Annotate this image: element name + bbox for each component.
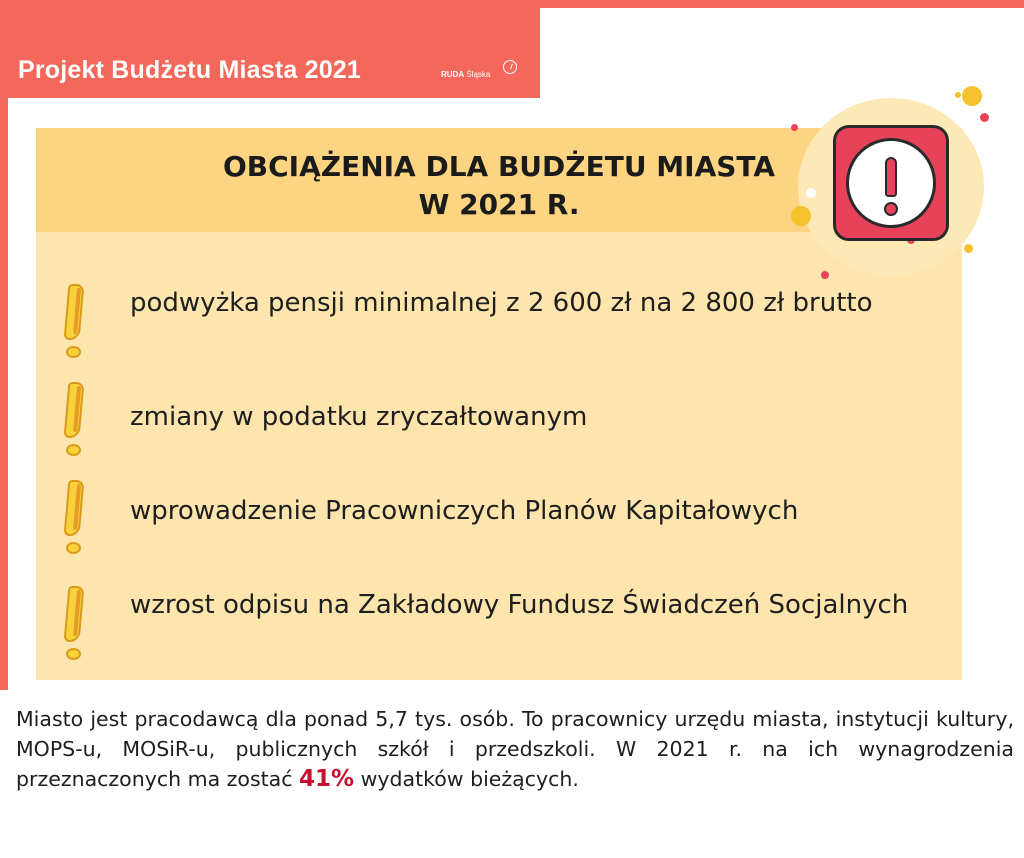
alert-icon-bar — [885, 157, 897, 197]
exclamation-icon — [60, 480, 88, 558]
footer-paragraph — [16, 704, 1014, 794]
exclamation-icon — [60, 586, 88, 664]
header-title: Projekt Budżetu Miasta 2021 — [18, 56, 362, 84]
highlight-percentage: 41% — [299, 766, 355, 792]
header-banner — [0, 0, 540, 98]
list-item-text: podwyżka pensji minimalnej z 2 600 zł na 2 800 zł brutto — [130, 288, 873, 318]
footer-text-after: wydatków bieżących. — [354, 767, 579, 791]
list-item-text: wzrost odpisu na Zakładowy Fundusz Świadczeń Socjalnych — [130, 590, 909, 620]
footer-text-before: Miasto jest pracodawcą dla ponad 5,7 tys. osób. To pracownicy urzędu miasta, instytucji kultury, MOPS-u, MOSiR-u, publicznych szkół i przedszkoli. W 2021 r. na ich wynagrodzenia przeznaczonych ma zostać — [16, 707, 1014, 791]
list-item-text: wprowadzenie Pracowniczych Planów Kapitałowych — [130, 496, 799, 526]
decor-dot — [791, 206, 811, 226]
city-logo — [441, 60, 521, 84]
decor-dot — [806, 188, 816, 198]
alert-icon — [833, 125, 949, 241]
city-logo-text — [441, 70, 490, 79]
city-logo-text-bold: RUDA — [441, 70, 465, 79]
panel-title-line1: OBCIĄŻENIA DLA BUDŻETU MIASTA — [222, 150, 776, 183]
decor-dot — [955, 92, 961, 98]
decor-dot — [980, 113, 989, 122]
alert-icon-circle — [846, 138, 936, 228]
exclamation-icon — [60, 284, 88, 362]
decor-dot — [821, 271, 829, 279]
frame-left-border — [0, 0, 8, 690]
alert-icon-dot — [884, 202, 898, 216]
panel-title-line2: W 2021 R. — [418, 188, 580, 221]
decor-dot — [791, 124, 798, 131]
list-item-text: zmiany w podatku zryczałtowanym — [130, 402, 588, 432]
decor-dot — [964, 244, 973, 253]
city-logo-text-regular: Śląska — [466, 70, 491, 79]
city-emblem-icon — [503, 60, 517, 74]
exclamation-icon — [60, 382, 88, 460]
decor-dot — [962, 86, 982, 106]
